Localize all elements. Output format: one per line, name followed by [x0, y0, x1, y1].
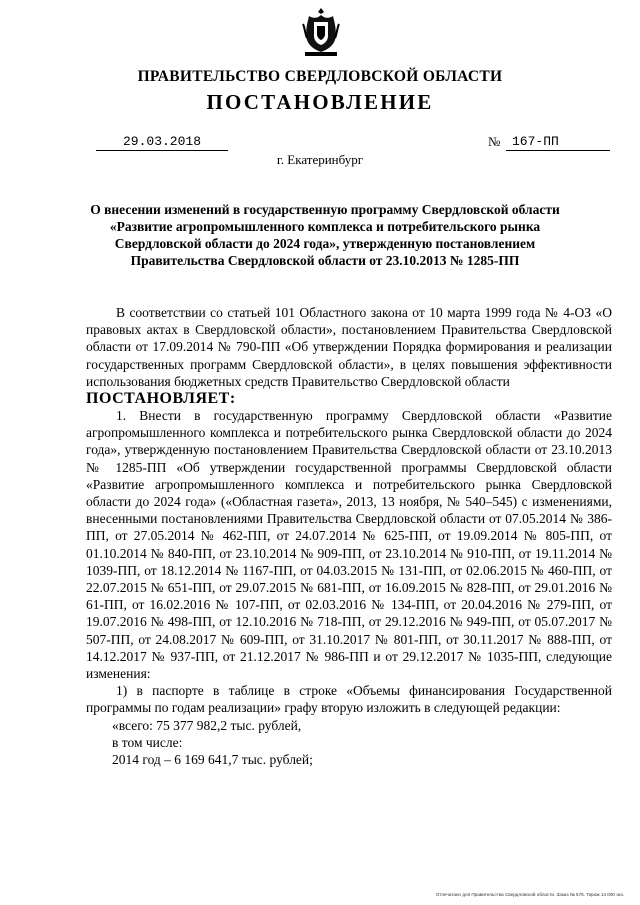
quote-including-line: в том числе:: [112, 734, 183, 750]
resolves-heading: ПОСТАНОВЛЯЕТ:: [86, 390, 236, 408]
preamble-paragraph: В соответствии со статьей 101 Областного закона от 10 марта 1999 года № 4-ОЗ «О правовых актах в Свердловской области», постановлением Правительства Свердловской области от 17.09.2014 № 790-ПП «Об утверждении Порядка формирования и реализации государственных программ Свердловской области», в целях повышения эффективности использования бюджетных средств Правительство Свердловской области: [86, 305, 612, 389]
quote-total-line: «всего: 75 377 982,2 тыс. рублей,: [112, 717, 302, 733]
title-line: Свердловской области до 2024 года», утвержденную постановлением: [114, 236, 536, 251]
coat-of-arms-emblem: [301, 6, 341, 58]
number-sign: №: [488, 134, 501, 149]
item-1-paragraph: 1. Внести в государственную программу Свердловской области «Развитие агропромышленного комплекса и потребительского рынка Свердловской области до 2024 года», утвержденную постановлением Правительства Свердловской области от 23.10.2013 № 1285-ПП «Об утверждении государственной программы Свердловской области «Развитие агропромышленного комплекса и потребительского рынка Свердловской области до 2024 года» («Областная газета», 2013, 13 ноября, № 540–545) с изменениями, внесенными постановлениями Правительства Свердловской области от 07.05.2014 № 386-ПП, от 27.05.2014 № 462-ПП, от 24.07.2014 № 625-ПП, от 19.09.2014 № 805-ПП, от 01.10.2014 № 840-ПП, от 23.10.2014 № 909-ПП, от 23.10.2014 № 910-ПП, от 19.11.2014 № 1039-ПП, от 18.12.2014 № 1167-ПП, от 04.03.2015 № 131-ПП, от 02.06.2015 № 460-ПП, от 22.07.2015 № 651-ПП, от 29.07.2015 № 681-ПП, от 16.09.2015 № 828-ПП, от 29.01.2016 № 61-ПП, от 16.02.2016 № 107-ПП, от 02.03.2016 № 134-ПП, от 20.04.2016 № 279-ПП, от 19.07.2016 № 498-ПП, от 12.10.2016 № 718-ПП, от 29.12.2016 № 949-ПП, от 05.07.2017 № 507-ПП, от 24.08.2017 № 609-ПП, от 31.10.2017 № 801-ПП, от 30.11.2017 № 888-ПП, от 14.12.2017 № 937-ПП, от 21.12.2017 № 986-ПП и от 29.12.2017 № 1035-ПП, следующие изменения:: [86, 408, 612, 682]
subitem-1-paragraph: 1) в паспорте в таблице в строке «Объемы финансирования Государственной программы по годам реализации» графу вторую изложить в следующей редакции:: [86, 683, 612, 716]
decree-title: [62, 201, 588, 269]
title-line: Правительства Свердловской области от 23.10.2013 № 1285-ПП: [130, 253, 520, 268]
city-name: г. Екатеринбург: [276, 152, 364, 167]
title-line: «Развитие агропромышленного комплекса и потребительского рынка: [109, 219, 541, 234]
title-line: О внесении изменений в государственную программу Свердловской области: [90, 202, 560, 217]
quote-2014-line: 2014 год – 6 169 641,7 тыс. рублей;: [112, 752, 313, 768]
document-type-heading: ПОСТАНОВЛЕНИЕ: [206, 90, 434, 114]
print-footnote: Отпечатано для Правительства Свердловской области. Заказ № 575. Тираж 14 000 экз.: [435, 892, 624, 897]
decree-date: 29.03.2018: [96, 134, 228, 151]
decree-number: 167-ПП: [506, 134, 610, 151]
government-name: ПРАВИТЕЛЬСТВО СВЕРДЛОВСКОЙ ОБЛАСТИ: [137, 68, 503, 85]
decree-body: [86, 304, 612, 768]
